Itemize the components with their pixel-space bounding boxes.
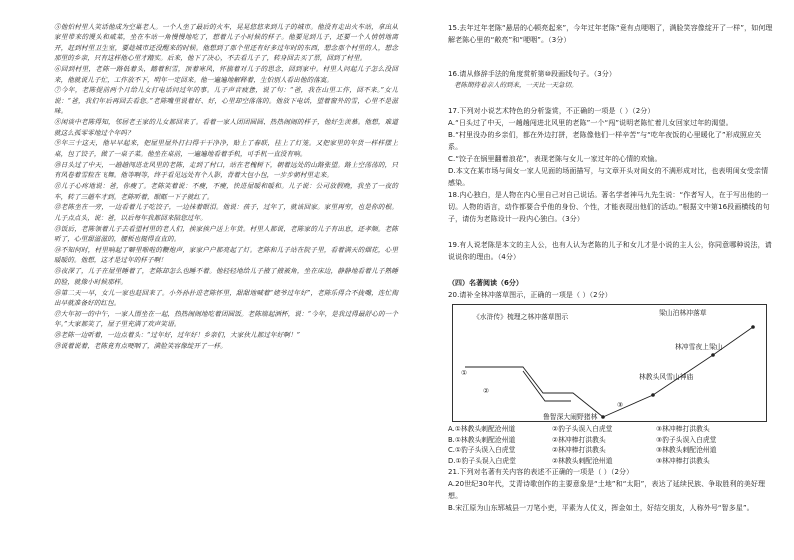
diagram-title: 《水浒传》梳理之林冲落草图示	[473, 313, 569, 321]
paragraph: ⑮夜深了，儿子在屋里睡着了，老陈却怎么也睡不着。他轻轻地给儿子掖了掖被角，坐在床边，静静地看着儿子熟睡的脸，就像小时候那样。	[54, 267, 398, 286]
diagram-node: 梁山泊林冲落草	[659, 309, 707, 317]
right-column	[448, 22, 774, 514]
diagram-marker: ③	[617, 401, 624, 409]
question-17-option-a: A.“日头过了中天，一趟趟闯进北风里的老陈”一个“闯”说明老陈忙着儿女回家过年的渴望。	[448, 119, 733, 127]
diagram-lines	[453, 305, 768, 423]
question-17-option-b: B.“村里没办的乡亲们，都在外边打拼，老陈像他们一样辛苦”与“吃年夜饭的心里暖化了”形成照应关系。	[448, 131, 762, 151]
diagram-marker: ②	[483, 387, 490, 395]
paragraph: ⑤他怕村里人笑话他成为空巢老人。一个人坐了最后的火车，晃晃悠悠来到儿子的城市。他没有走出火车站，拿出从家里带来的馒头和咸菜，坐在车站一角慢慢地吃了，想着儿子小时候的样子。他要见到儿子，还要一个人悄悄地离开，赶到村里卫生室，要趁城市还没醒来的时候。他想到了那个里还有好多过年时的东西，想念那个村里的人，想念那里的乡亲，只有这样他心里才踏实。后来，他下了决心，不去看儿子了，转身回去买了票，回到了村里。	[54, 23, 398, 63]
question-19: 19.有人说老陈是本文的主人公，也有人认为老陈的儿子和女儿才是小说的主人公，你同意哪种说法，请说说你的理由。（4分）	[448, 241, 772, 261]
question-20: 20.请补全林冲落草图示，正确的一项是（ ）（2分）	[448, 291, 612, 299]
option-cell: ②林教头刺配沧州道	[552, 456, 613, 465]
option-cell: B.①林教头刺配沧州道	[448, 435, 516, 444]
paragraph: ⑰大年初一的中午，一家人围坐在一起，热热闹闹地吃着团圆饭。老陈端起酒杯，说：“今年，是我过得最舒心的一个年。”大家都笑了，屋子里充满了欢声笑语。	[54, 309, 398, 329]
option-cell: ②林冲棒打洪教头	[552, 446, 606, 454]
question-17: 17.下列对小说艺术特色的分析鉴赏，不正确的一项是（ ）（2分）	[448, 107, 655, 115]
paragraph: ⑭不知何时，村里响起了噼里啪啦的鞭炮声，家家户户都亮起了灯。老陈和儿子站在院子里，看着满天的烟花，心里暖暖的。他想，这才是过年的样子啊！	[54, 246, 398, 265]
diagram-marker: ①	[461, 369, 468, 377]
option-cell: D.①豹子头误入白虎堂	[448, 456, 516, 465]
linchong-diagram	[452, 304, 767, 422]
diagram-node: 林教头风雪山神庙	[639, 373, 694, 381]
question-16-quote: 老陈期待着亲人的到来，一天比一天急切。	[454, 81, 578, 89]
question-16: 16.请从修辞手法的角度赏析第⑩段画线句子。（3分）	[448, 70, 616, 78]
option-cell: ③林冲棒打洪教头	[656, 425, 710, 433]
question-21: 21.下列对名著有关内容的表述不正确的一项是（ ）（2分）	[448, 468, 634, 476]
paragraph: ⑨年三十这天，他早早起来，把屋里屋外打扫得干干净净，贴上了春联，挂上了灯笼。又把家里的年货一样样摆上桌，包了饺子，做了一桌子菜。他坐在桌前，一遍遍地看着手机，可手机一直没有响。	[54, 139, 398, 158]
paragraph: ⑩日头过了中天，一趟趟闯进北风里的老陈，走到了村口，站在老槐树下，朝着远处的山路张望。路上空荡荡的，只有风卷着雪粒在飞舞。他等啊等，终于看见远处有个人影，背着大包小包，一步步朝村里走来。	[54, 160, 398, 180]
option-cell: ②豹子头误入白虎堂	[552, 425, 613, 433]
diagram-node: 林冲雪夜上梁山	[675, 343, 723, 351]
paragraph: ⑱老陈一边听着，一边点着头：“过年好，过年好！乡亲们，大家伙儿都过年好啊！”	[54, 331, 301, 340]
question-17-option-c: C.“饺子在锅里翻着浪花”，表现老陈与女儿一家过年的心情的欢愉。	[448, 155, 662, 163]
paragraph: ⑥回到村里，老陈一路低着头，踏着积雪，顶着寒风，怀揣着对儿子的思念，回到家中。村里人问起儿子怎么没回来，他就说儿子忙，工作放不下，明年一定回来。他一遍遍地解释着，生怕别人看出他的落寞。	[54, 65, 398, 84]
option-cell: C.①豹子头误入白虎堂	[448, 446, 516, 454]
question-18: 18.内心独白，是人物在内心里自己对自己说话。著名学者神马九先生说：“作者写人，在于写出他的一切。人物的语言，动作都要合乎他的身份、个性，才能表现出他们的活动。”根据文中第16段画横线的句子，请仿为老陈设计一段内心独白。（3分）	[448, 191, 770, 223]
paragraph: ⑫老陈坐在一旁，一边看着儿子吃饺子，一边抹着眼泪。他说：孩子，过年了，就该回家。家里再穷，也是你的根。儿子点点头，说：爸，以后每年我都回来陪您过年。	[54, 203, 398, 222]
paragraph: ⑧闲谈中老陈得知，邻居老王家的儿女都回来了。看着一家人团团圆圆、热热闹闹的样子，他好生羡慕。他想，难道就这么孤零零地过个年吗？	[54, 118, 398, 137]
left-column	[54, 22, 398, 352]
option-cell: ③林教头刺配沧州道	[656, 446, 717, 454]
paragraph: ⑯第二天一早，女儿一家也赶回来了。小外孙扑进老陈怀里，甜甜地喊着“姥爷过年好”，老陈乐得合不拢嘴，连忙掏出早就准备好的红包。	[54, 288, 398, 308]
option-cell: ③豹子头误入白虎堂	[656, 435, 717, 444]
question-17-option-d: D.本文在某市场与闺女一家人见面的场面描写，与文章开头对闺女的不满形成对比，也表明闺女受亲情感染。	[448, 167, 769, 187]
question-20-options	[448, 424, 774, 466]
option-cell: ③林冲棒打洪教头	[656, 456, 710, 465]
question-21-option-b: B.宋江原为山东郓城县一刀笔小吏，平素为人仗义，挥金如土，好结交朋友，人称外号“智多星”。	[448, 504, 754, 512]
diagram-node: 鲁智深大闹野猪林	[543, 413, 598, 421]
question-15: 15.去年过年老陈“悬居的心顿亮起来”，今年过年老陈“竟有点哽咽了，满脸笑容像绽开了一样”，如何理解老陈心里的“敞亮”和“哽咽”。（3分）	[448, 24, 773, 44]
paragraph: ⑲说着说着，老陈竟有点哽咽了，满脸笑容像绽开了一样。	[54, 342, 227, 351]
section-heading: （四）名著阅读（6分）	[448, 279, 523, 287]
option-cell: ②林冲棒打洪教头	[552, 435, 606, 444]
paragraph: ⑪儿子心疼地说：爸，你瘦了。老陈笑着说：不瘦，不瘦，快进屋暖和暖和。儿子说：公司放假晚，我坐了一夜的车，转了三趟车才到。老陈听着，眼眶一下子就红了。	[54, 182, 398, 201]
paragraph: ⑦今年，老陈提前两个月给儿女打电话问过年的事。儿子声音疲惫，说了句：“爸，我在山里工作，回不来。”女儿说：“爸，我们年后再回去看您。”老陈嘴里说着好、好，心里却空落落的。他放下电话，望着窗外的雪，心里不是滋味。	[54, 86, 398, 116]
question-21-option-a: A.20世纪30年代，艾青诗歌创作的主要意象是“土地”和“太阳”，表达了延续民族、争取胜利的美好理想。	[448, 480, 766, 500]
option-cell: A.①林教头刺配沧州道	[448, 425, 516, 433]
paragraph: ⑬饭后，老陈领着儿子去看望村里的老人们，挨家挨户送上年货。村里人都说，老陈家的儿子有出息，还孝顺。老陈听了，心里甜滋滋的，腰板也挺得直直的。	[54, 224, 398, 244]
